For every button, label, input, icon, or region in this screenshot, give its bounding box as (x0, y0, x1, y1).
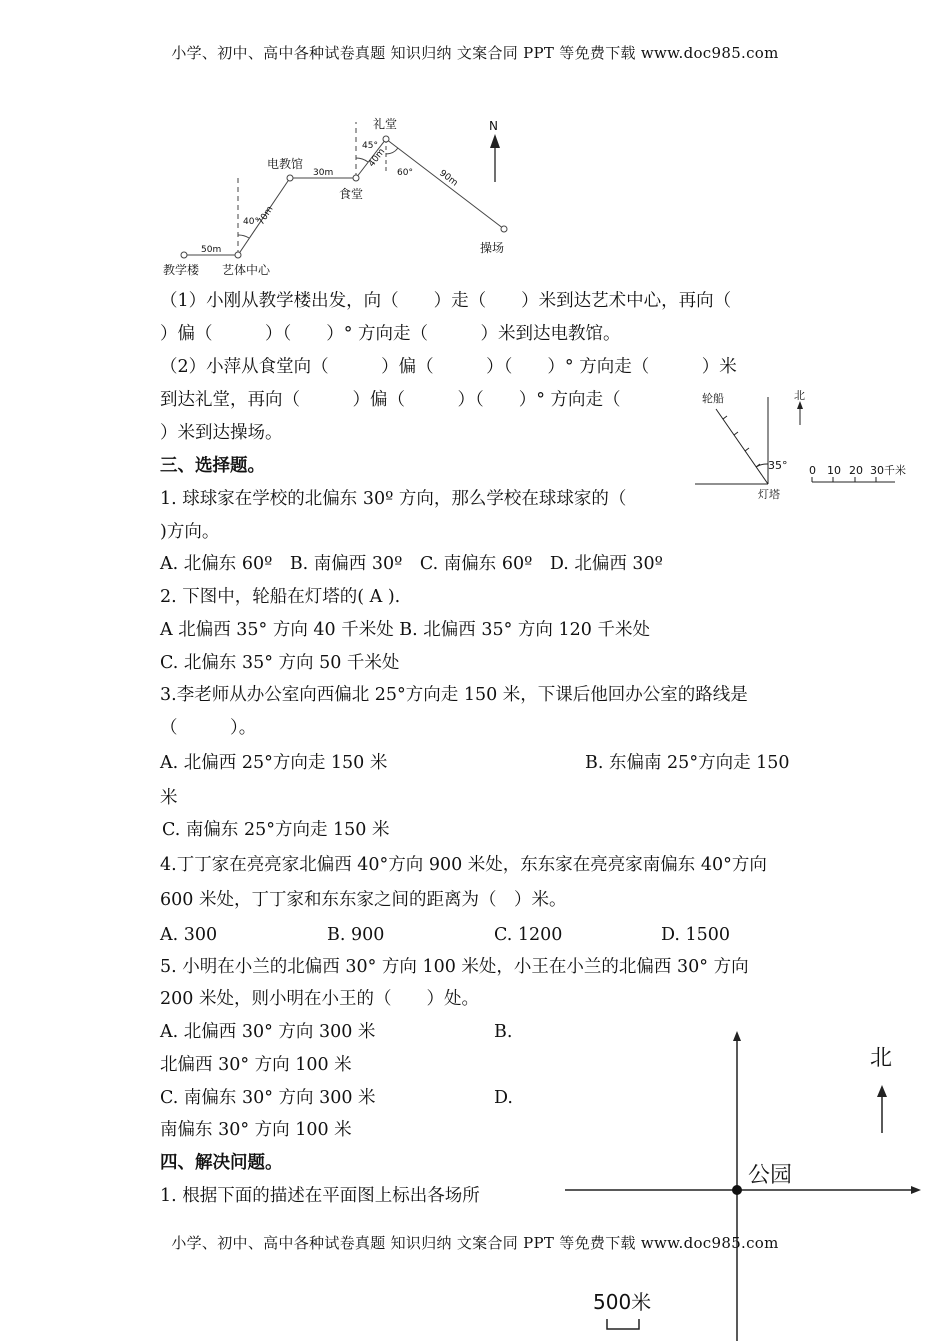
north-arrow-icon (877, 1085, 887, 1097)
c3-option-a: A. 北偏西 25°方向走 150 米 (160, 753, 388, 773)
c4-line1: 4.丁丁家在亮亮家北偏西 40°方向 900 米处，东东家在亮亮家南偏东 40°方向 (160, 855, 767, 875)
c4-option-a: A. 300 (160, 925, 218, 945)
c1-line1: 1. 球球家在学校的北偏东 30º 方向，那么学校在球球家的（ (160, 489, 627, 509)
svg-text:70m: 70m (256, 204, 276, 228)
page-footer: 小学、初中、高中各种试卷真题 知识归纳 文案合同 PPT 等免费下载 www.doc985.com (171, 1234, 779, 1252)
c5-option-c: C. 南偏东 30° 方向 300 米 (160, 1088, 376, 1108)
route-map (155, 112, 535, 282)
q1-line1: （1）小刚从教学楼出发，向（ ）走（ ）米到达艺术中心，再向（ (160, 291, 732, 311)
ship-label: 轮船 (702, 392, 724, 405)
label-av-hall: 电教馆 (267, 157, 304, 171)
svg-text:40°: 40° (243, 217, 259, 227)
svg-text:北: 北 (794, 389, 805, 402)
p1-line1: 1. 根据下面的描述在平面图上标出各场所 (160, 1186, 480, 1206)
c4-option-c: C. 1200 (494, 925, 563, 945)
svg-text:40m: 40m (366, 146, 388, 170)
svg-text:0: 0 (809, 464, 816, 477)
svg-text:30千米: 30千米 (870, 464, 906, 477)
north-arrow-icon (490, 134, 500, 148)
svg-text:35°: 35° (768, 459, 788, 472)
c2-stem: 2. 下图中，轮船在灯塔的( A ). (160, 587, 401, 607)
park-point (732, 1185, 742, 1195)
c5-option-b-cont: 北偏西 30° 方向 100 米 (160, 1055, 352, 1075)
c2-option-c: C. 北偏东 35° 方向 50 千米处 (160, 653, 400, 673)
c5-option-d: D. (494, 1088, 513, 1108)
c1-line2: )方向。 (160, 522, 220, 542)
label-art-center: 艺体中心 (222, 263, 271, 277)
c4-line2: 600 米处，丁丁家和东东家之间的距离为（ ）米。 (160, 890, 567, 910)
angle-arc (386, 148, 398, 154)
point-art-center (235, 252, 241, 258)
scale-bar (607, 1319, 639, 1329)
park-map (555, 1025, 935, 1344)
c3-option-b: B. 东偏南 25°方向走 150 (585, 753, 790, 773)
point-canteen (353, 175, 359, 181)
park-label: 公园 (748, 1163, 793, 1188)
c5-line2: 200 米处，则小明在小王的（ ）处。 (160, 989, 479, 1009)
c4-option-d: D. 1500 (661, 925, 731, 945)
point-playground (501, 226, 507, 232)
c3-line2: （ ）。 (160, 718, 257, 738)
angle-arc (238, 235, 249, 238)
q2-line2: 到达礼堂，再向（ ）偏（ ）（ ）° 方向走（ (160, 390, 621, 410)
c5-line1: 5. 小明在小兰的北偏西 30° 方向 100 米处，小王在小兰的北偏西 30° 方向 (160, 957, 749, 977)
svg-text:20: 20 (849, 464, 863, 477)
c5-option-d-cont: 南偏东 30° 方向 100 米 (160, 1120, 352, 1140)
route-segment (386, 139, 504, 229)
label-auditorium: 礼堂 (373, 117, 398, 131)
c3-option-b-cont: 米 (160, 788, 178, 808)
c2-options-ab: A 北偏西 35° 方向 40 千米处 B. 北偏西 35° 方向 120 千米处 (160, 620, 650, 640)
label-teaching-building: 教学楼 (163, 263, 200, 277)
c3-option-c: C. 南偏东 25°方向走 150 米 (162, 820, 390, 840)
north-label: 北 (870, 1046, 893, 1071)
north-arrow-icon (797, 401, 803, 409)
c1-options: A. 北偏东 60º B. 南偏西 30º C. 南偏东 60º D. 北偏西 30º (160, 554, 663, 574)
point-teaching-building (181, 252, 187, 258)
svg-text:30m: 30m (313, 168, 334, 178)
c5-option-b: B. (494, 1022, 513, 1042)
c4-option-b: B. 900 (327, 925, 385, 945)
section-4-title: 四、解决问题。 (160, 1153, 283, 1173)
svg-text:50m: 50m (201, 245, 222, 255)
q1-line2: ）偏（ ）（ ）° 方向走（ ）米到达电教馆。 (160, 324, 621, 344)
label-playground: 操场 (480, 241, 505, 255)
svg-text:60°: 60° (397, 168, 413, 178)
page-header: 小学、初中、高中各种试卷真题 知识归纳 文案合同 PPT 等免费下载 www.doc985.com (171, 44, 779, 62)
tower-label: 灯塔 (758, 488, 780, 501)
section-3-title: 三、选择题。 (160, 456, 265, 476)
label-canteen: 食堂 (339, 187, 364, 201)
scale-label: 500米 (593, 1290, 652, 1314)
point-av-hall (287, 175, 293, 181)
point-auditorium (383, 136, 389, 142)
q2-line1: （2）小萍从食堂向（ ）偏（ ）（ ）° 方向走（ ）米 (160, 357, 737, 377)
c5-option-a: A. 北偏西 30° 方向 300 米 (160, 1022, 376, 1042)
north-label: N (489, 119, 498, 133)
c3-line1: 3.李老师从办公室向西偏北 25°方向走 150 米，下课后他回办公室的路线是 (160, 685, 748, 705)
q2-line3: ）米到达操场。 (160, 423, 283, 443)
svg-text:10: 10 (827, 464, 841, 477)
svg-text:45°: 45° (362, 141, 378, 151)
angle-arc (356, 158, 368, 162)
svg-text:90m: 90m (437, 168, 460, 189)
lighthouse-map (690, 385, 925, 505)
